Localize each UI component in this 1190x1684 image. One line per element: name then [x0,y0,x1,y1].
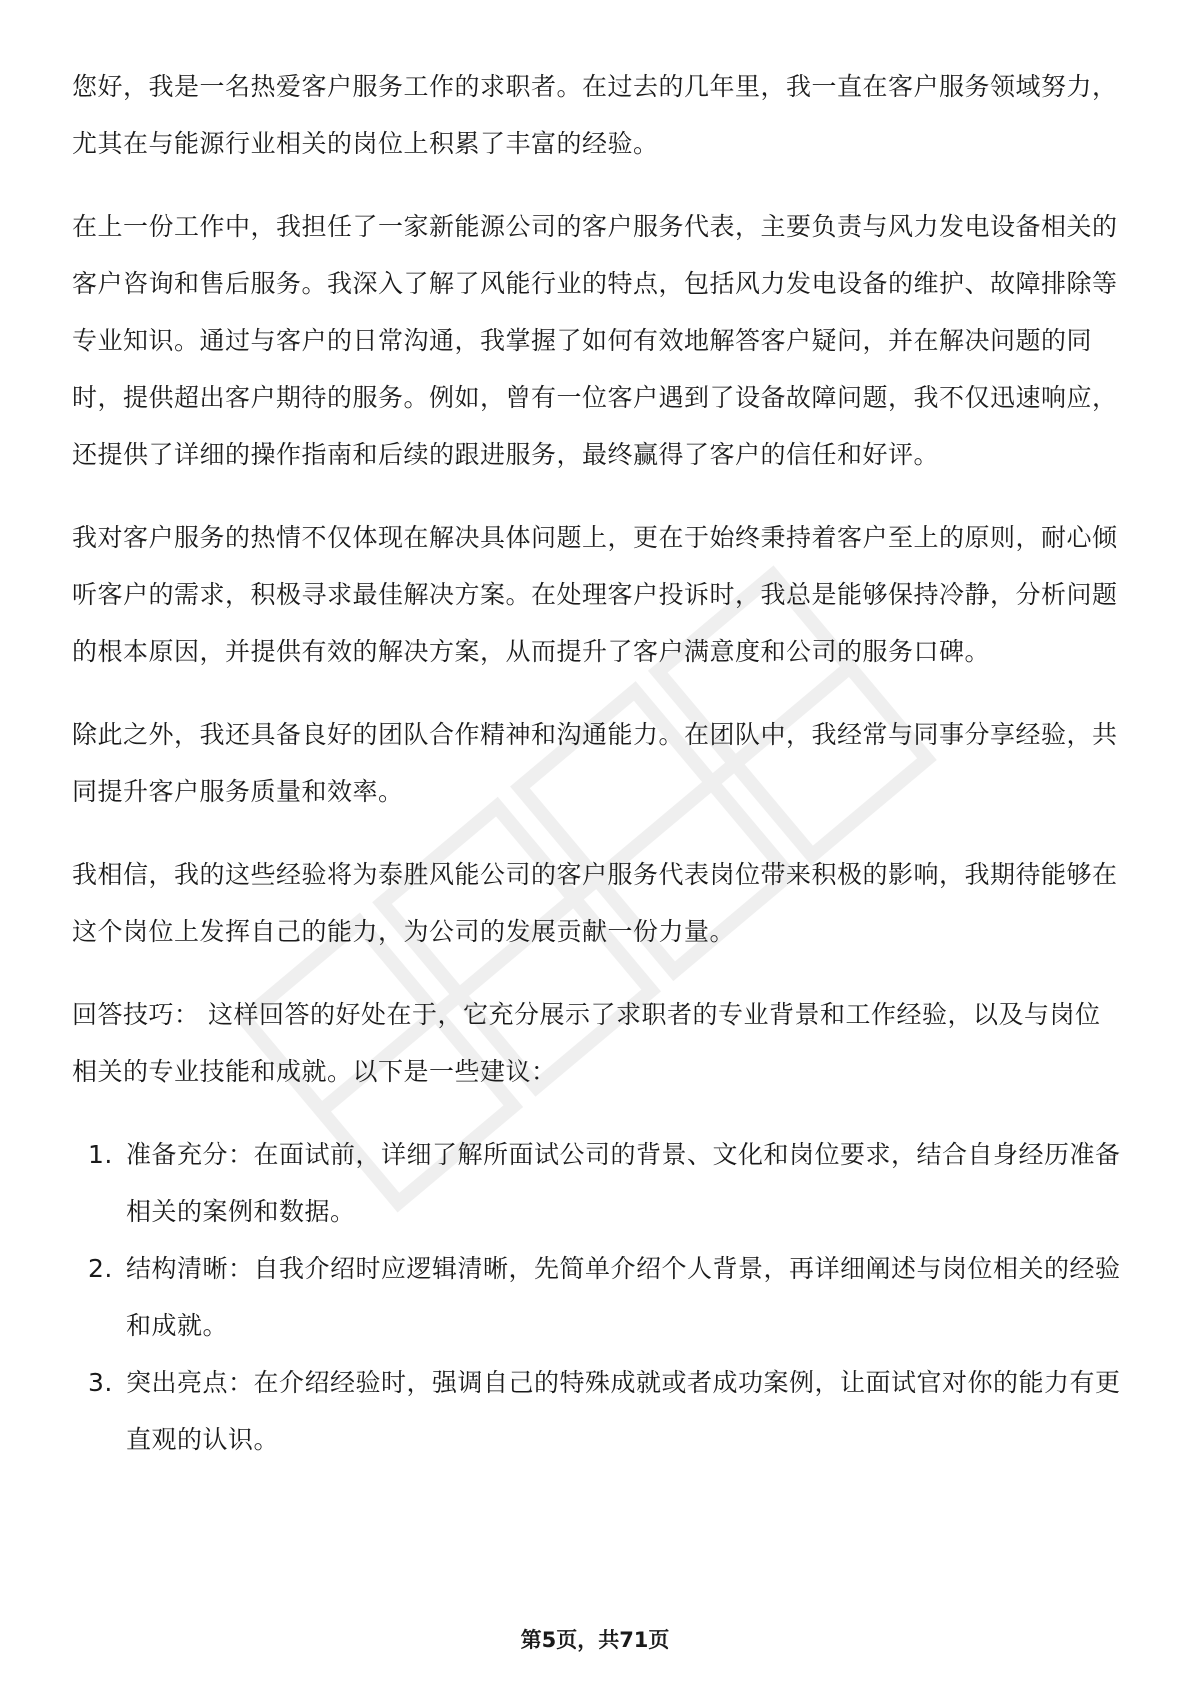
paragraph-teamwork: 除此之外，我还具备良好的团队合作精神和沟通能力。在团队中，我经常与同事分享经验，共同提升客户服务质量和效率。 [72,720,1118,806]
list-item [72,1240,1122,1354]
list-item-number: 1. [88,1140,113,1169]
list-item-number: 2. [88,1254,113,1283]
list-item [72,1126,1122,1240]
paragraph-experience: 在上一份工作中，我担任了一家新能源公司的客户服务代表，主要负责与风力发电设备相关的客户咨询和售后服务。我深入了解了风能行业的特点，包括风力发电设备的维护、故障排除等专业知识。通过与客户的日常沟通，我掌握了如何有效地解答客户疑问，并在解决问题的同时，提供超出客户期待的服务。例如，曾有一位客户遇到了设备故障问题，我不仅迅速响应，还提供了详细的操作指南和后续的跟进服务，最终赢得了客户的信任和好评。 [72,212,1118,469]
list-item-text: 准备充分：在面试前，详细了解所面试公司的背景、文化和岗位要求，结合自身经历准备相关的案例和数据。 [126,1140,1121,1226]
list-item [72,1354,1122,1468]
tips-list [72,1126,1122,1468]
list-item-text: 突出亮点：在介绍经验时，强调自己的特殊成就或者成功案例，让面试官对你的能力有更直观的认识。 [126,1368,1121,1454]
page-number-footer: 第5页，共71页 [520,1628,670,1652]
list-item-number: 3. [88,1368,113,1397]
list-item-text: 结构清晰：自我介绍时应逻辑清晰，先简单介绍个人背景，再详细阐述与岗位相关的经验和成就。 [126,1254,1121,1340]
paragraph-conclusion: 我相信，我的这些经验将为泰胜风能公司的客户服务代表岗位带来积极的影响，我期待能够在这个岗位上发挥自己的能力，为公司的发展贡献一份力量。 [72,860,1118,946]
paragraph-passion: 我对客户服务的热情不仅体现在解决具体问题上，更在于始终秉持着客户至上的原则，耐心倾听客户的需求，积极寻求最佳解决方案。在处理客户投诉时，我总是能够保持冷静，分析问题的根本原因，并提供有效的解决方案，从而提升了客户满意度和公司的服务口碑。 [72,523,1118,666]
document-body [72,58,1122,1468]
paragraph-answer-tips: 回答技巧： 这样回答的好处在于，它充分展示了求职者的专业背景和工作经验，以及与岗位相关的专业技能和成就。以下是一些建议： [72,1000,1101,1086]
paragraph-intro: 您好，我是一名热爱客户服务工作的求职者。在过去的几年里，我一直在客户服务领域努力，尤其在与能源行业相关的岗位上积累了丰富的经验。 [72,72,1118,158]
